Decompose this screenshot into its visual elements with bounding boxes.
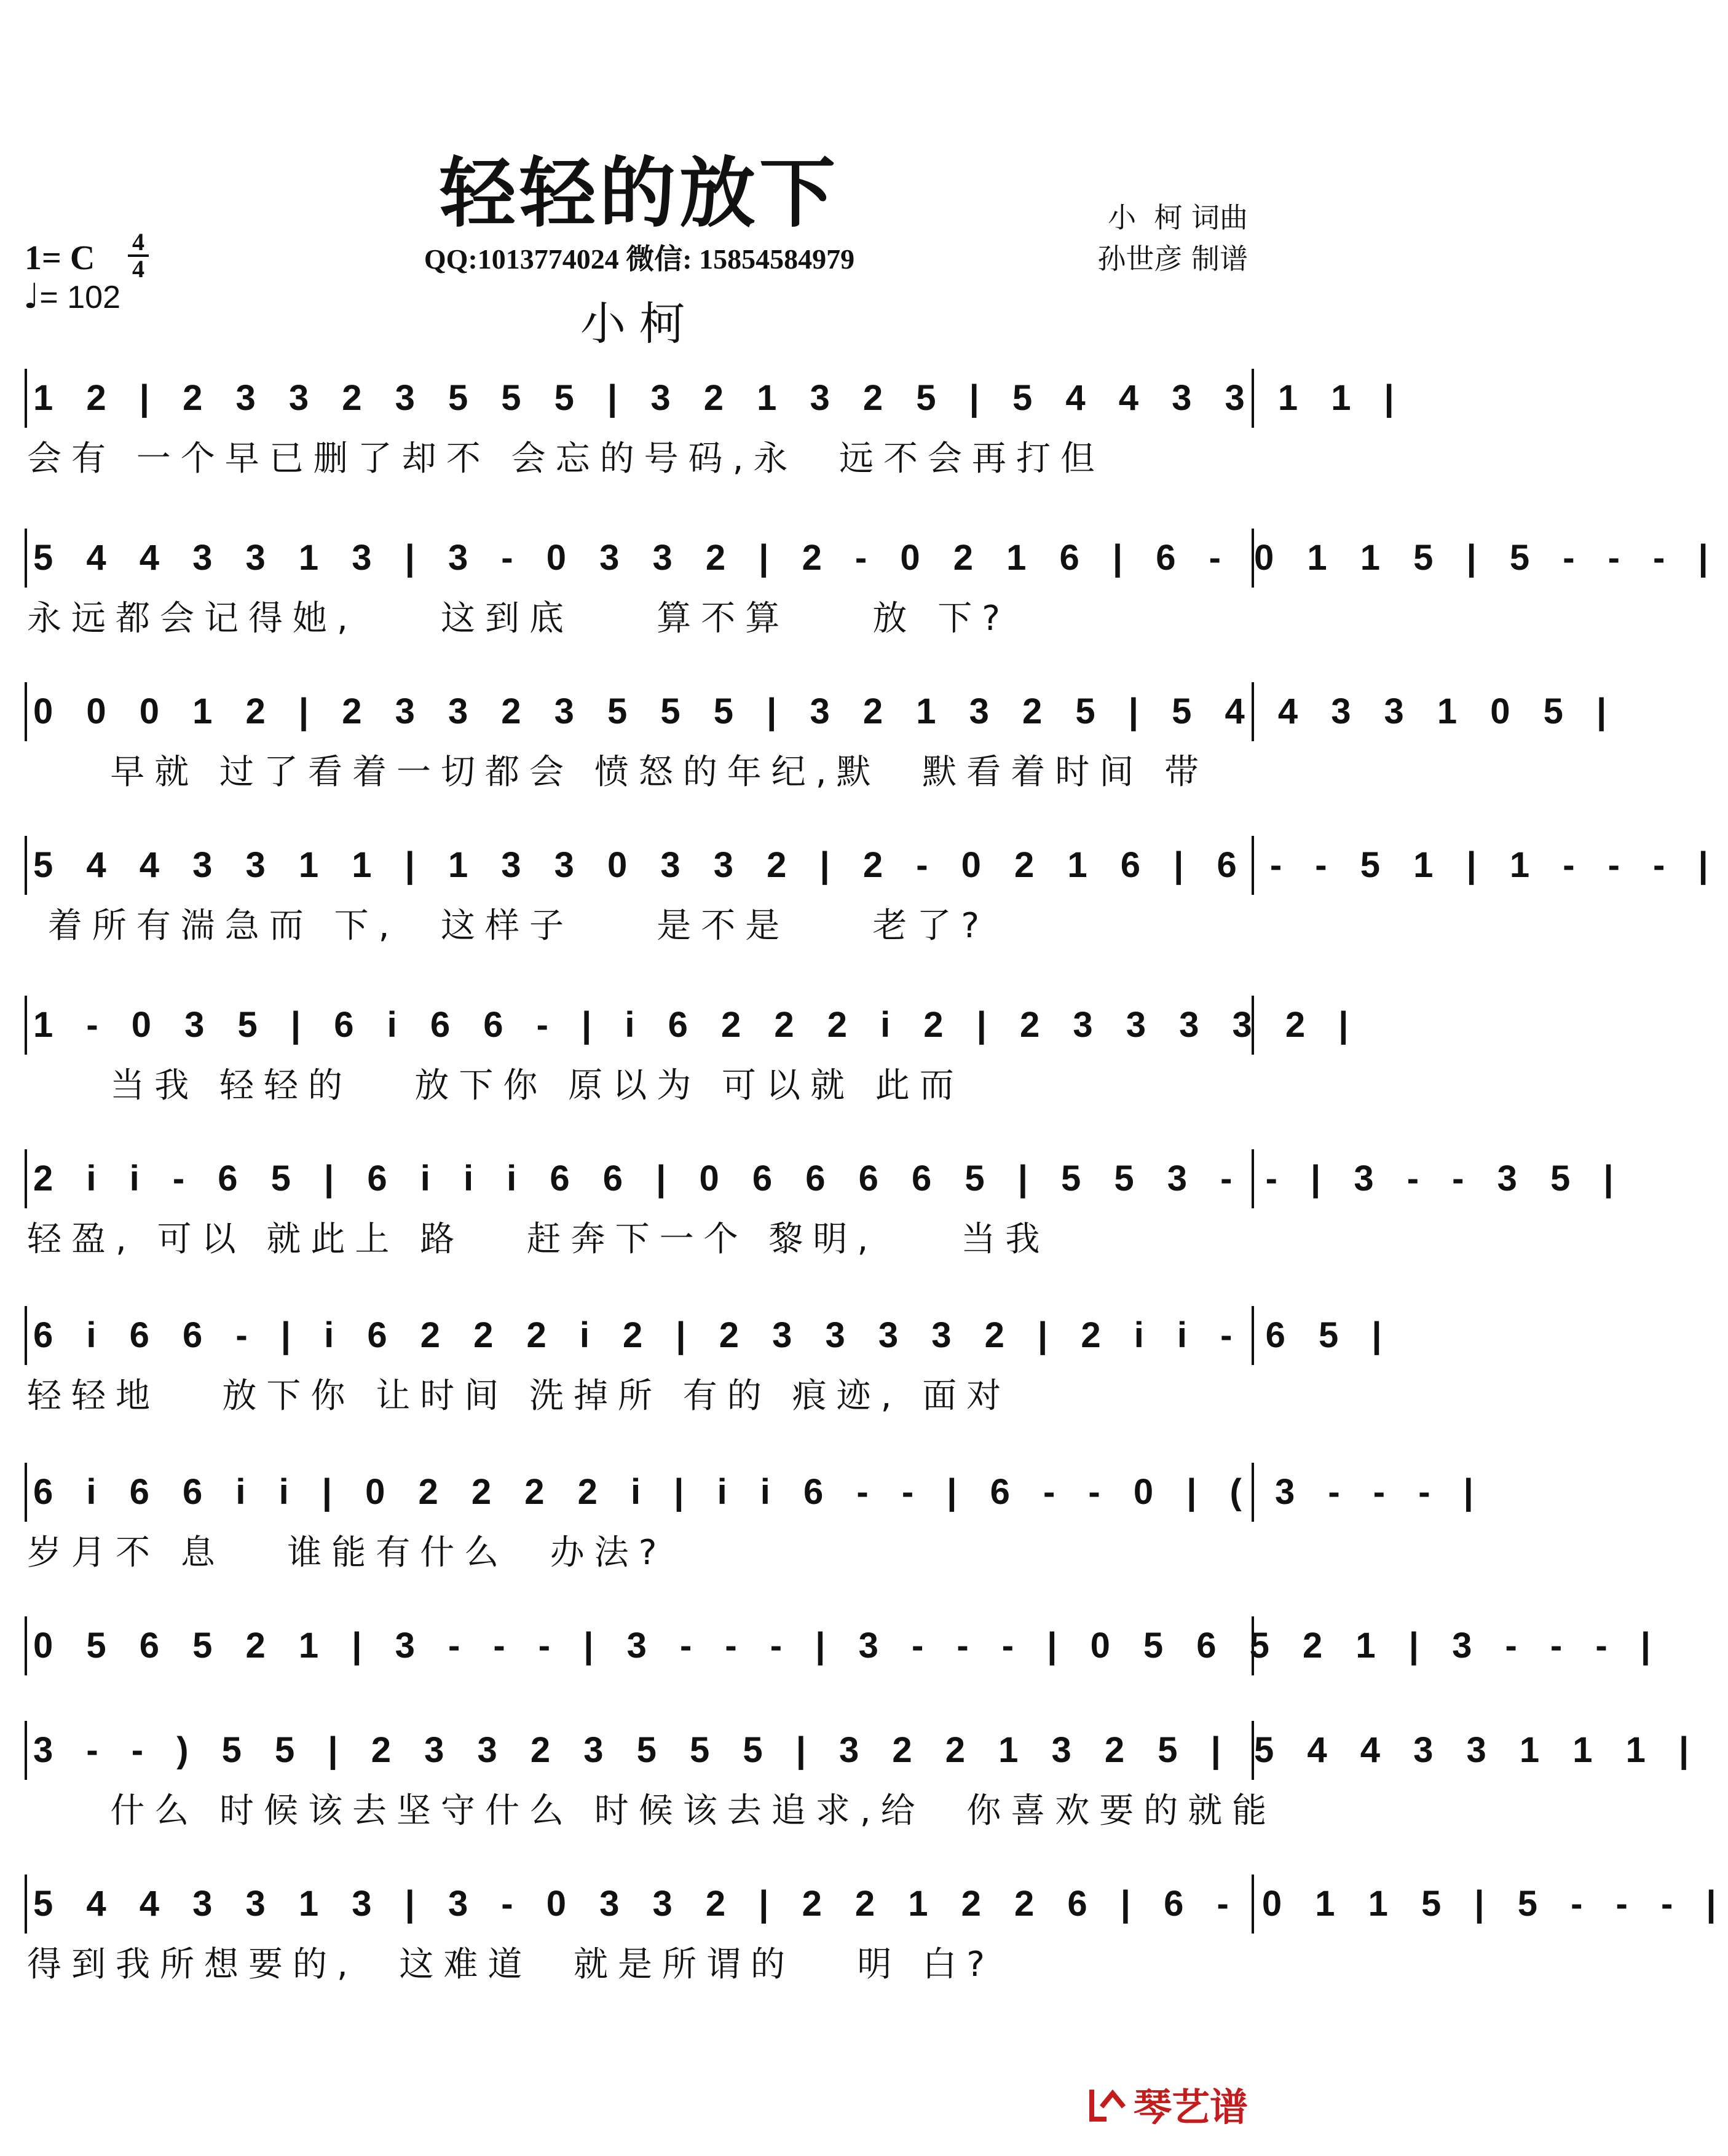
score-row bbox=[25, 1721, 1701, 1839]
notation-line: 5 4 4 3 3 1 1 | 1 3 3 0 3 3 2 | 2 - 0 2 1 6 | 6 - - 5 1 | 1 - - - | bbox=[25, 836, 1254, 895]
time-signature bbox=[128, 228, 149, 283]
score-row bbox=[25, 1616, 1663, 1734]
lyricist-composer: 小 柯 词曲 bbox=[1108, 201, 1248, 234]
lyric-line: 当我 轻轻的 放下你 原以为 可以就 此而 bbox=[27, 1066, 964, 1106]
time-signature-bottom: 4 bbox=[132, 255, 144, 283]
lyric-line: 得到我所想要的, 这难道 就是所谓的 明 白? bbox=[27, 1945, 995, 1985]
qinyipu-logo bbox=[1088, 2077, 1248, 2131]
tempo-value: = 102 bbox=[39, 280, 120, 315]
notation-line: 1 - 0 3 5 | 6 i 6 6 - | i 6 2 2 2 i 2 | 2 3 3 3 3 2 | bbox=[25, 996, 1254, 1055]
notation-line: 0 5 6 5 2 1 | 3 - - - | 3 - - - | 3 - - - | 0 5 6 5 2 1 | 3 - - - | bbox=[25, 1616, 1254, 1675]
score-row bbox=[25, 682, 1619, 800]
lyric-line: 会有 一个早已删了却不 会忘的号码,永 远不会再打但 bbox=[27, 439, 1105, 479]
score-row bbox=[25, 1306, 1394, 1424]
score-row bbox=[25, 1149, 1625, 1267]
notation-line: 2 i i - 6 5 | 6 i i i 6 6 | 0 6 6 6 6 5 | 5 5 3 - - | 3 - - 3 5 | bbox=[25, 1149, 1254, 1208]
lyric-line: 早就 过了看着一切都会 愤怒的年纪,默 默看着时间 带 bbox=[27, 752, 1209, 792]
lyric-line: 岁月不 息 谁能有什么 办法? bbox=[27, 1533, 667, 1573]
score-row bbox=[25, 1463, 1485, 1581]
score-row bbox=[25, 836, 1720, 954]
notation-line: 6 i 6 6 - | i 6 2 2 2 i 2 | 2 3 3 3 3 2 | 2 i i - 6 5 | bbox=[25, 1306, 1254, 1365]
notation-line: 6 i 6 6 i i | 0 2 2 2 2 i | i i 6 - - | 6 - - 0 | ( 3 - - - | bbox=[25, 1463, 1254, 1522]
logo-mark-icon bbox=[1088, 2086, 1127, 2123]
notation-line: 5 4 4 3 3 1 3 | 3 - 0 3 3 2 | 2 - 0 2 1 6 | 6 - 0 1 1 5 | 5 - - - | bbox=[25, 529, 1254, 588]
notation-line: 0 0 0 1 2 | 2 3 3 2 3 5 5 5 | 3 2 1 3 2 5 | 5 4 4 3 3 1 0 5 | bbox=[25, 682, 1254, 741]
singer-name: 小柯 bbox=[580, 297, 698, 350]
arranger: 孙世彦 制谱 bbox=[1097, 242, 1248, 275]
time-signature-top: 4 bbox=[132, 228, 144, 256]
notation-line: 3 - - ) 5 5 | 2 3 3 2 3 5 5 5 | 3 2 2 1 3 2 5 | 5 4 4 3 3 1 1 1 | bbox=[25, 1721, 1254, 1780]
notation-line: 5 4 4 3 3 1 3 | 3 - 0 3 3 2 | 2 2 1 2 2 6 | 6 - 0 1 1 5 | 5 - - - | bbox=[25, 1875, 1254, 1934]
score-row bbox=[25, 529, 1720, 647]
contact-info: QQ:1013774024 微信: 15854584979 bbox=[424, 243, 855, 275]
lyric-line: 着所有湍急而 下, 这样子 是不是 老了? bbox=[27, 906, 990, 946]
lyric-line: 什么 时候该去坚守什么 时候该去追求,给 你喜欢要的就能 bbox=[27, 1791, 1277, 1831]
song-title: 轻轻的放下 bbox=[439, 149, 839, 238]
score-row bbox=[25, 369, 1406, 487]
score-row bbox=[25, 996, 1360, 1114]
lyric-line: 永远都会记得她, 这到底 算不算 放 下? bbox=[27, 599, 1010, 639]
lyric-line: 轻盈, 可以 就此上 路 赶奔下一个 黎明, 当我 bbox=[27, 1219, 1050, 1259]
notation-line: 1 2 | 2 3 3 2 3 5 5 5 | 3 2 1 3 2 5 | 5 4 4 3 3 1 1 | bbox=[25, 369, 1254, 428]
score-row bbox=[25, 1875, 1728, 1993]
key-signature: 1= C bbox=[25, 239, 95, 277]
lyric-line: 轻轻地 放下你 让时间 洗掉所 有的 痕迹, 面对 bbox=[27, 1376, 1011, 1416]
quarter-note-icon: ♩ bbox=[23, 277, 40, 317]
watermark-text: 琴艺谱 bbox=[1133, 2085, 1248, 2130]
